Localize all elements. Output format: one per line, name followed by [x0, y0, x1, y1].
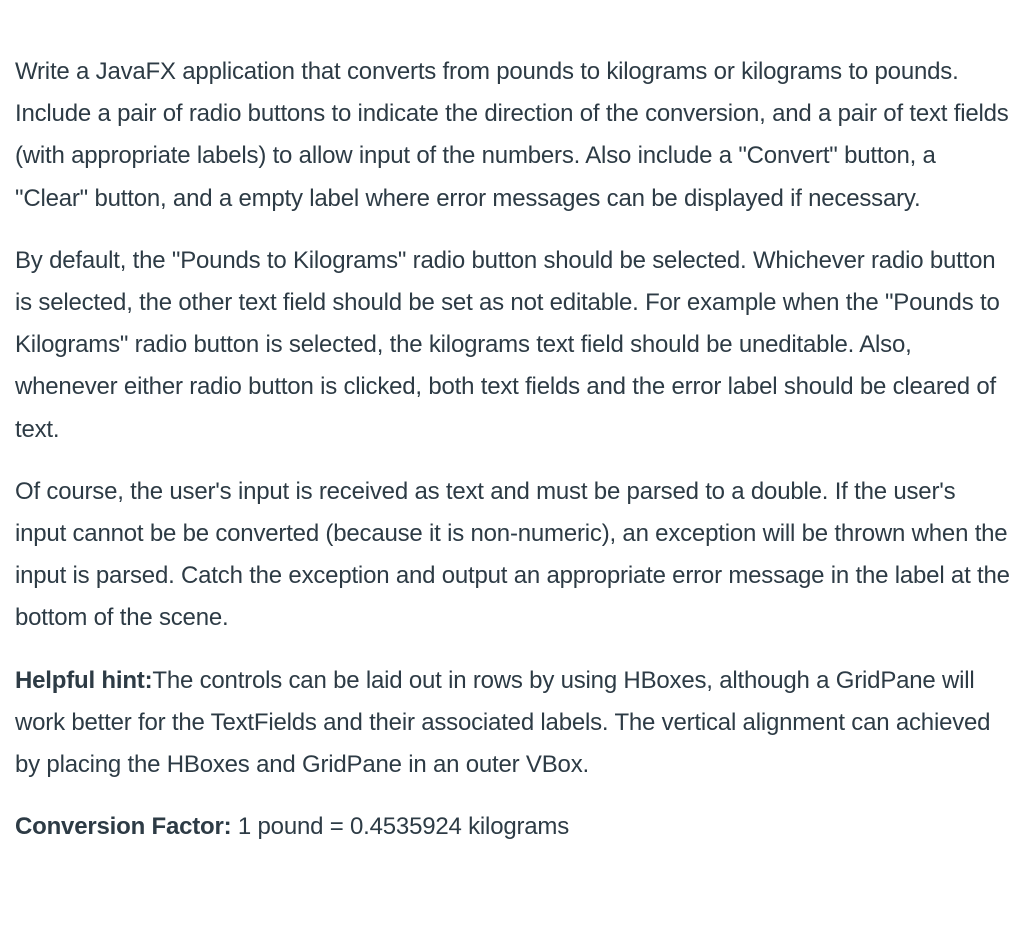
default-selection-paragraph: By default, the "Pounds to Kilograms" radio button should be selected. Whichever radio button is selected, the other text field should be set as not editable. For example when the "Pounds to Kilograms" radio button is selected, the kilograms text field should be uneditable. Also, whenever either radio button is clicked, both text fields and the error label should be cleared of text.: [15, 246, 1000, 443]
hint-text: The controls can be laid out in rows by using HBoxes, although a GridPane will work better for the TextFields and their associated labels. The vertical alignment can achieved by placing the HBoxes and GridPane in an outer VBox.: [15, 666, 991, 779]
exception-paragraph: Of course, the user's input is received as text and must be parsed to a double. If the user's input cannot be be converted (because it is non-numeric), an exception will be thrown when the input is parsed. Catch the exception and output an appropriate error message in the label at the bottom of the scene.: [15, 477, 1010, 632]
hint-label: Helpful hint:: [15, 666, 153, 694]
conversion-factor-label: Conversion Factor:: [15, 813, 232, 841]
assignment-text: [15, 51, 1010, 848]
conversion-factor-paragraph: [15, 806, 1010, 848]
hint-paragraph: [15, 660, 1010, 787]
conversion-factor-text: 1 pound = 0.4535924 kilograms: [231, 813, 570, 841]
intro-paragraph: Write a JavaFX application that converts from pounds to kilograms or kilograms to pounds. Include a pair of radio buttons to indicate the direction of the conversion, and a pair of text fields (with appropriate labels) to allow input of the numbers. Also include a "Convert" button, a "Clear" button, and a empty label where error messages can be displayed if necessary.: [15, 58, 1009, 212]
